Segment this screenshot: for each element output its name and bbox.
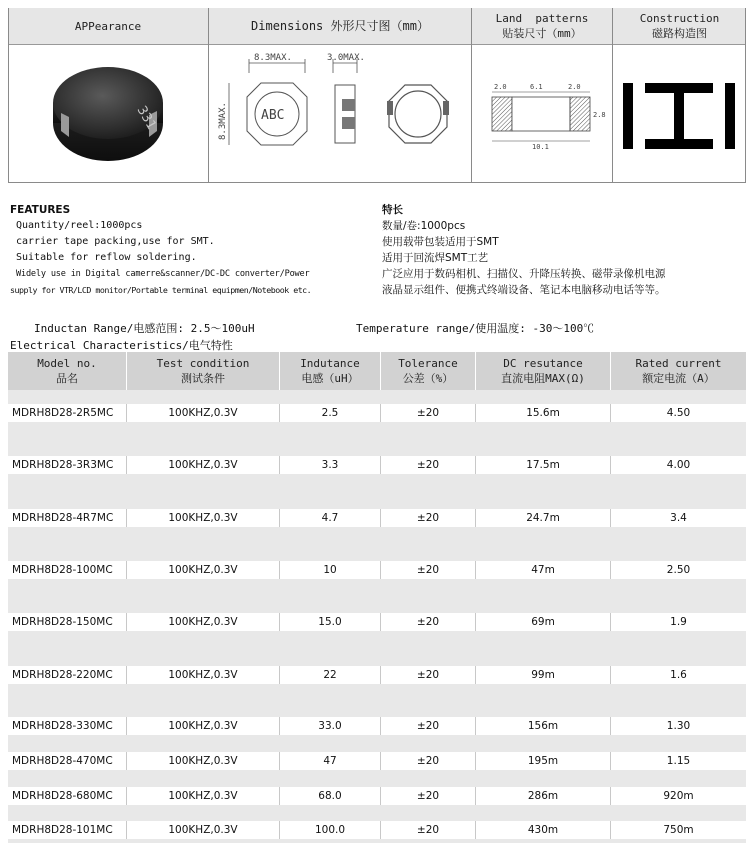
cell-tolerance: ±20 [416, 669, 440, 681]
inductance-range: Inductan Range/电感范围: 2.5～100uH [34, 322, 255, 335]
cell-tolerance: ±20 [416, 824, 440, 836]
col-header-en: Model no. [37, 357, 97, 370]
cell-rated-current: 2.50 [666, 564, 691, 576]
feature-item-cn: 广泛应用于数码相机、扫描仪、升降压转换、磁带录像机电源 [382, 268, 666, 280]
cell-tolerance: ±20 [416, 616, 440, 628]
row-spacer [8, 839, 746, 843]
cell-dc-resistance: 47m [531, 564, 555, 576]
cell-model: MDRH8D28-3R3MC [12, 459, 114, 471]
row-spacer [8, 735, 746, 752]
feature-item: Suitable for reflow soldering. [16, 252, 197, 263]
cell-dc-resistance: 24.7m [526, 512, 560, 524]
table-row [8, 717, 746, 735]
row-spacer [8, 390, 746, 404]
cell-rated-current: 1.9 [670, 616, 687, 628]
table-row [8, 752, 746, 770]
cell-model: MDRH8D28-150MC [12, 616, 113, 628]
cell-rated-current: 1.15 [666, 755, 691, 767]
cell-rated-current: 920m [663, 790, 694, 802]
cell-model: MDRH8D28-4R7MC [12, 512, 114, 524]
divider [8, 182, 746, 183]
cell-tolerance: ±20 [416, 407, 440, 419]
cell-inductance: 10 [323, 564, 337, 576]
table-row [8, 456, 746, 474]
cell-model: MDRH8D28-100MC [12, 564, 113, 576]
feature-item-cn: 数量/卷:1000pcs [382, 220, 466, 232]
inductor-photo [9, 45, 208, 182]
cell-inductance: 100.0 [314, 824, 346, 836]
col-header-cn: 品名 [56, 372, 78, 385]
dimensions-heading: Dimensions 外形尺寸图（mm） [251, 18, 429, 33]
electrical-table-header [8, 352, 746, 390]
cell-dc-resistance: 15.6m [526, 407, 560, 419]
table-row [8, 821, 746, 839]
part-marking: 331 [133, 103, 159, 133]
land-h: 2.8 [593, 111, 606, 119]
features-title: FEATURES [10, 204, 71, 216]
cell-dc-resistance: 195m [527, 755, 559, 767]
cell-inductance: 47 [323, 755, 337, 767]
cell-model: MDRH8D28-2R5MC [12, 407, 114, 419]
cell-test-condition: 100KHZ,0.3V [168, 407, 238, 419]
table-row [8, 404, 746, 422]
cell-model: MDRH8D28-330MC [12, 720, 113, 732]
land-total: 10.1 [532, 143, 549, 151]
table-row [8, 509, 746, 527]
cell-tolerance: ±20 [416, 790, 440, 802]
features-en [10, 202, 380, 298]
col-header-cn: 公差（%） [402, 372, 454, 385]
cell-test-condition: 100KHZ,0.3V [168, 720, 238, 732]
cell-test-condition: 100KHZ,0.3V [168, 669, 238, 681]
dim-thickness: 3.0MAX. [327, 53, 365, 63]
col-header-cn: 电感（uH） [301, 372, 359, 385]
cell-test-condition: 100KHZ,0.3V [168, 755, 238, 767]
cell-dc-resistance: 99m [531, 669, 555, 681]
top-marking: ABC [261, 108, 285, 123]
cell-dc-resistance: 69m [531, 616, 555, 628]
construction-heading [613, 8, 746, 44]
cell-inductance: 33.0 [318, 720, 342, 732]
row-spacer [8, 527, 746, 561]
cell-test-condition: 100KHZ,0.3V [168, 616, 238, 628]
col-header-rated-current [611, 352, 746, 390]
electrical-characteristics-title: Electrical Characteristics/电气特性 [10, 339, 233, 352]
construction-cn: 磁路构造图 [652, 27, 707, 40]
cell-tolerance: ±20 [416, 755, 440, 767]
table-row [8, 787, 746, 805]
row-spacer [8, 579, 746, 613]
dim-width: 8.3MAX. [254, 53, 292, 63]
col-header-tolerance [381, 352, 475, 390]
cell-dc-resistance: 156m [527, 720, 559, 732]
construction-drawing [613, 45, 745, 182]
appearance-heading: APPearance [74, 19, 142, 33]
col-header-cn: 测试条件 [181, 372, 225, 385]
cell-rated-current: 750m [663, 824, 694, 836]
land-patterns-en: Land patterns [495, 12, 589, 25]
feature-item: Widely use in Digital camerre&scanner/DC-DC converter/Power [16, 269, 310, 279]
construction-en: Construction [639, 12, 720, 25]
cell-rated-current: 4.00 [666, 459, 691, 471]
cell-test-condition: 100KHZ,0.3V [168, 790, 238, 802]
col-header-cn: 额定电流（A） [642, 372, 715, 385]
feature-item-cn: 液晶显示组件、便携式终端设备、笔记本电脑移动电话等等。 [382, 284, 666, 296]
table-row [8, 613, 746, 631]
feature-item-cn: 使用载带包装适用于SMT [382, 236, 499, 248]
col-header-test-condition [127, 352, 279, 390]
cell-tolerance: ±20 [416, 459, 440, 471]
col-header-model [8, 352, 126, 390]
land-pattern-drawing [472, 45, 612, 182]
cell-rated-current: 3.4 [670, 512, 687, 524]
row-spacer [8, 422, 746, 456]
col-header-en: Rated current [635, 357, 722, 370]
cell-tolerance: ±20 [416, 564, 440, 576]
feature-item-cn: 适用于回流焊SMT工艺 [382, 252, 489, 264]
col-header-en: DC resutance [503, 357, 583, 370]
feature-item: supply for VTR/LCD monitor/Portable terminal equipmen/Notebook etc. [10, 285, 312, 295]
features-cn [382, 202, 748, 298]
cell-test-condition: 100KHZ,0.3V [168, 824, 238, 836]
land-c: 2.0 [568, 83, 581, 91]
feature-item: carrier tape packing,use for SMT. [16, 236, 215, 247]
cell-model: MDRH8D28-470MC [12, 755, 113, 767]
spec-header-table [8, 8, 746, 183]
row-spacer [8, 474, 746, 509]
cell-rated-current: 1.6 [670, 669, 687, 681]
cell-tolerance: ±20 [416, 512, 440, 524]
cell-dc-resistance: 17.5m [526, 459, 560, 471]
dimensions-drawing [209, 45, 471, 182]
cell-model: MDRH8D28-680MC [12, 790, 113, 802]
cell-dc-resistance: 430m [527, 824, 559, 836]
cell-inductance: 2.5 [321, 407, 339, 419]
land-b: 6.1 [530, 83, 543, 91]
col-header-cn: 直流电阻MAX(Ω) [501, 372, 585, 385]
cell-tolerance: ±20 [416, 720, 440, 732]
cell-model: MDRH8D28-101MC [12, 824, 113, 836]
cell-inductance: 15.0 [318, 616, 342, 628]
dim-height: 8.3MAX. [218, 102, 228, 140]
row-spacer [8, 770, 746, 787]
cell-dc-resistance: 286m [527, 790, 559, 802]
col-header-dc-resistance [476, 352, 610, 390]
land-patterns-heading [472, 8, 612, 44]
cell-test-condition: 100KHZ,0.3V [168, 512, 238, 524]
row-spacer [8, 631, 746, 666]
cell-rated-current: 1.30 [666, 720, 691, 732]
land-a: 2.0 [494, 83, 507, 91]
cell-inductance: 4.7 [321, 512, 339, 524]
cell-model: MDRH8D28-220MC [12, 669, 113, 681]
table-row [8, 666, 746, 684]
col-header-en: Test condition [156, 357, 250, 370]
col-header-en: Tolerance [398, 357, 458, 370]
temperature-range: Temperature range/使用温度: -30～100℃ [356, 322, 595, 335]
land-patterns-cn: 贴装尺寸（mm） [502, 27, 582, 40]
row-spacer [8, 805, 746, 821]
cell-rated-current: 4.50 [666, 407, 691, 419]
cell-test-condition: 100KHZ,0.3V [168, 564, 238, 576]
cell-test-condition: 100KHZ,0.3V [168, 459, 238, 471]
divider [745, 8, 746, 183]
cell-inductance: 22 [323, 669, 337, 681]
cell-inductance: 68.0 [318, 790, 342, 802]
features-title-cn: 特长 [382, 204, 403, 216]
row-spacer [8, 684, 746, 717]
table-row [8, 561, 746, 579]
feature-item: Quantity/reel:1000pcs [16, 220, 143, 231]
col-header-inductance [280, 352, 380, 390]
col-header-en: Indutance [300, 357, 360, 370]
cell-inductance: 3.3 [321, 459, 339, 471]
